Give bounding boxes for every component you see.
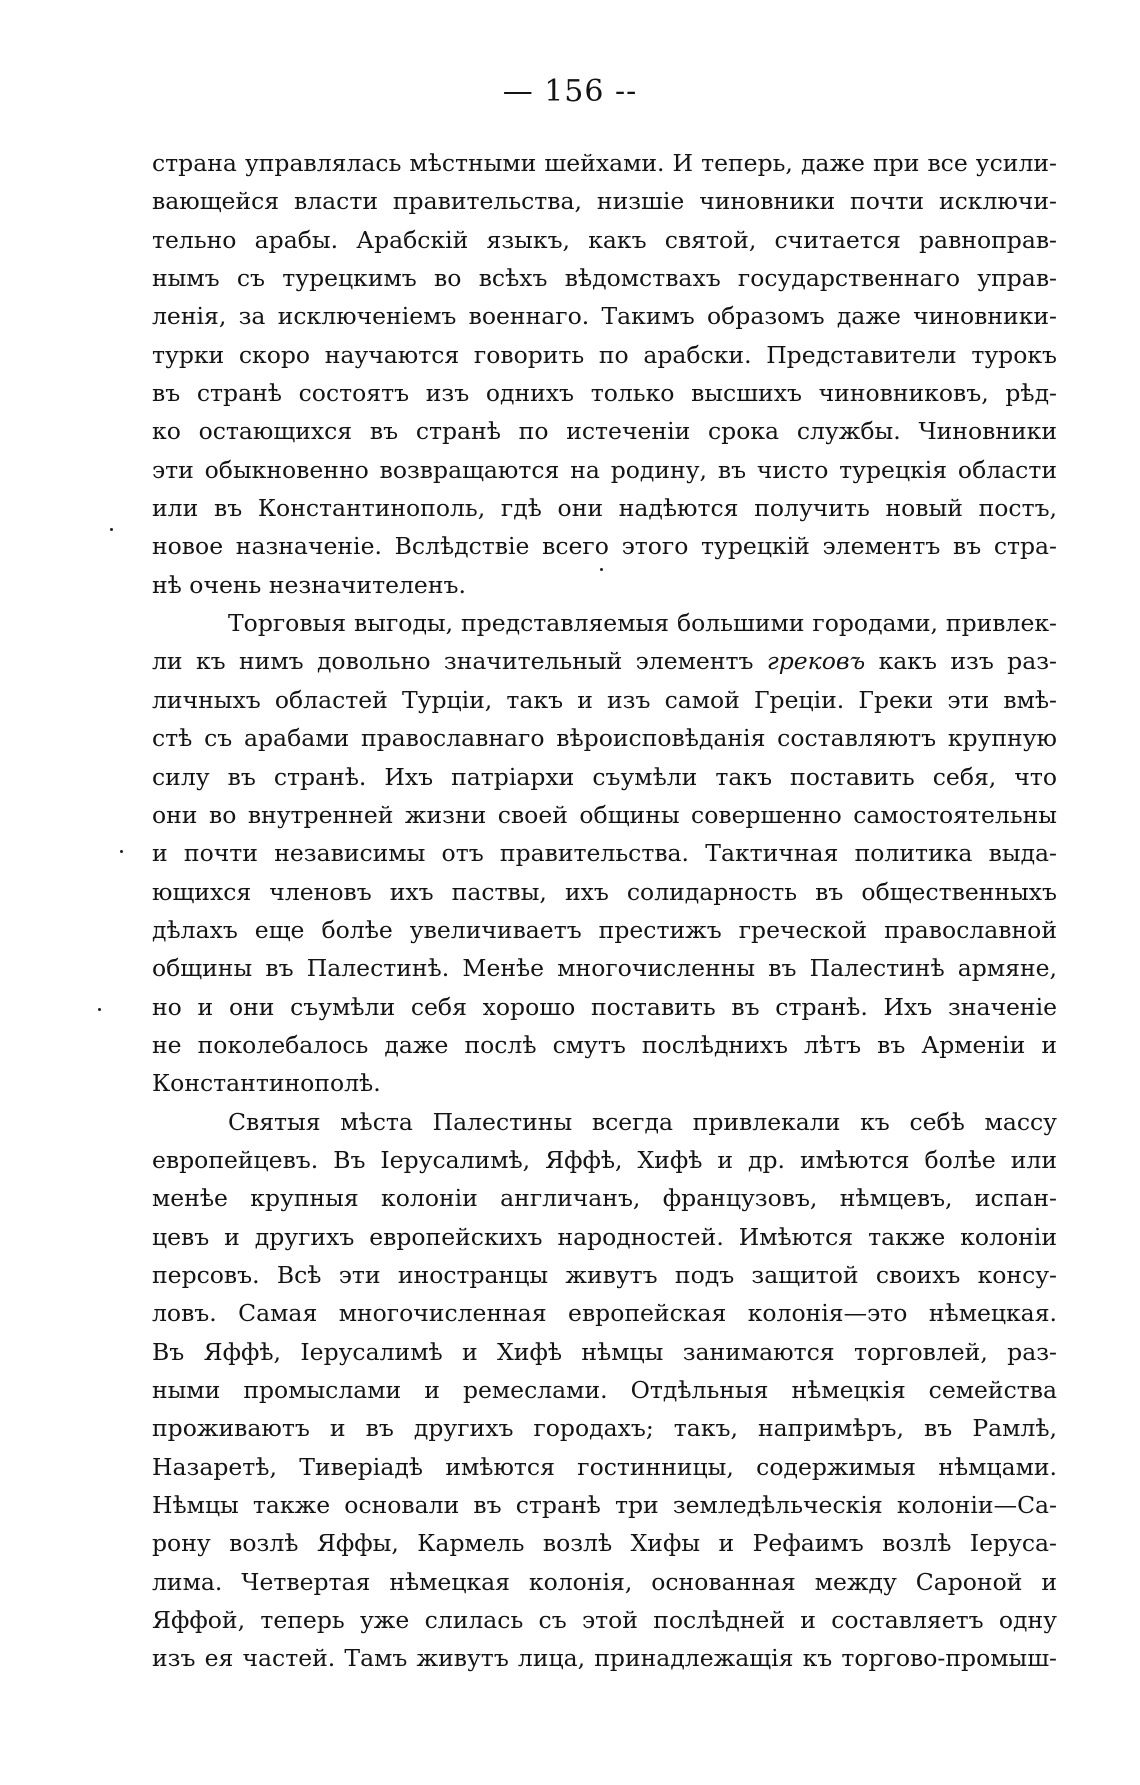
scan-speck [110, 528, 113, 531]
text-line: персовъ. Всѣ эти иностранцы живутъ подъ защитой своихъ консу- [152, 1260, 1057, 1289]
text-line: но и они съумѣли себя хорошо поставить въ странѣ. Ихъ значеніе [152, 992, 1057, 1021]
paragraph-2 [152, 604, 1057, 1102]
text-line-with-italic [152, 642, 1057, 680]
paragraph-3 [152, 1103, 1057, 1678]
text-line: Въ Яффѣ, Іерусалимѣ и Хифѣ нѣмцы занимаются торговлей, раз- [152, 1337, 1057, 1366]
scan-speck [120, 850, 123, 853]
text-line: Святыя мѣста Палестины всегда привлекали къ себѣ массу [228, 1107, 1057, 1136]
text-line: силу въ странѣ. Ихъ патріархи съумѣли такъ поставить себя, что [152, 762, 1057, 791]
scan-speck [600, 568, 603, 571]
body-text [152, 144, 1057, 1678]
paragraph-1 [152, 144, 1057, 604]
text-run: какъ изъ раз- [878, 647, 1057, 676]
text-line: общины въ Палестинѣ. Менѣе многочисленны въ Палестинѣ армяне, [152, 954, 1057, 983]
text-line: лима. Четвертая нѣмецкая колонія, основанная между Сароной и [152, 1567, 1057, 1596]
text-line: или въ Константинополь, гдѣ они надѣются получить новый постъ, [152, 494, 1057, 523]
text-line: ными промыслами и ремеслами. Отдѣльныя нѣмецкія семейства [152, 1376, 1057, 1404]
text-line: ющихся членовъ ихъ паствы, ихъ солидарность въ общественныхъ [152, 877, 1057, 906]
text-line: личныхъ областей Турціи, такъ и изъ самой Греціи. Греки эти вмѣ- [152, 685, 1057, 714]
text-line: Торговыя выгоды, представляемыя большими городами, привлек- [228, 609, 1057, 638]
text-line: Назаретѣ, Тиверіадѣ имѣются гостинницы, содержимыя нѣмцами. [152, 1452, 1057, 1481]
text-line: стѣ съ арабами православнаго вѣроисповѣданія составляютъ крупную [152, 724, 1057, 753]
italic-word: грековъ [766, 647, 866, 676]
text-line: не поколебалось даже послѣ смутъ послѣднихъ лѣтъ въ Арменіи и [152, 1030, 1057, 1059]
text-line: ко остающихся въ странѣ по истеченіи срока службы. Чиновники [152, 417, 1057, 446]
text-line: тельно арабы. Арабскій языкъ, какъ святой, считается равноправ- [152, 225, 1057, 254]
text-line: ленія, за исключеніемъ военнаго. Такимъ образомъ даже чиновники- [152, 302, 1057, 331]
text-line: новое назначеніе. Вслѣдствіе всего этого турецкій элементъ въ стра- [152, 532, 1057, 561]
text-line: европейцевъ. Въ Іерусалимѣ, Яффѣ, Хифѣ и др. имѣются болѣе или [152, 1145, 1057, 1174]
text-line: въ странѣ состоятъ изъ однихъ только высшихъ чиновниковъ, рѣд- [152, 379, 1057, 408]
text-line: цевъ и другихъ европейскихъ народностей. Имѣются также колоніи [152, 1222, 1057, 1251]
scan-speck [98, 1008, 101, 1011]
text-line: они во внутренней жизни своей общины совершенно самостоятельны [152, 800, 1057, 829]
page-number: — 156 -- [502, 74, 638, 109]
text-line: вающейся власти правительства, низшіе чиновники почти исключи- [152, 187, 1057, 216]
text-line: менѣе крупныя колоніи англичанъ, французовъ, нѣмцевъ, испан- [152, 1184, 1057, 1213]
text-line: рону возлѣ Яффы, Кармель возлѣ Хифы и Рефаимъ возлѣ Іеруса- [152, 1529, 1057, 1558]
text-line: нымъ съ турецкимъ во всѣхъ вѣдомствахъ государственнаго управ- [152, 264, 1057, 293]
text-line: Яффой, теперь уже слилась съ этой послѣдней и составляетъ одну [152, 1606, 1057, 1635]
text-line: Нѣмцы также основали въ странѣ три земледѣльческія колоніи—Са- [152, 1491, 1057, 1520]
text-run: ли къ нимъ довольно значительный элементъ [152, 647, 754, 676]
text-line: эти обыкновенно возвращаются на родину, въ чисто турецкія области [152, 455, 1057, 484]
text-line: изъ ея частей. Тамъ живутъ лица, принадлежащія къ торгово-промыш- [152, 1644, 1057, 1673]
text-line: Константинополѣ. [152, 1069, 381, 1098]
text-line: страна управлялась мѣстными шейхами. И теперь, даже при все усили- [152, 149, 1057, 177]
text-line: ловъ. Самая многочисленная европейская колонія—это нѣмецкая. [152, 1299, 1057, 1328]
text-line: дѣлахъ еще болѣе увеличиваетъ престижъ греческой православной [152, 915, 1057, 944]
text-line: проживаютъ и въ другихъ городахъ; такъ, напримѣръ, въ Рамлѣ, [152, 1414, 1057, 1443]
text-line: и почти независимы отъ правительства. Тактичная политика выда- [152, 839, 1057, 868]
text-line: турки скоро научаются говорить по арабски. Представители турокъ [152, 340, 1057, 369]
text-line: нѣ очень незначителенъ. [152, 570, 466, 599]
